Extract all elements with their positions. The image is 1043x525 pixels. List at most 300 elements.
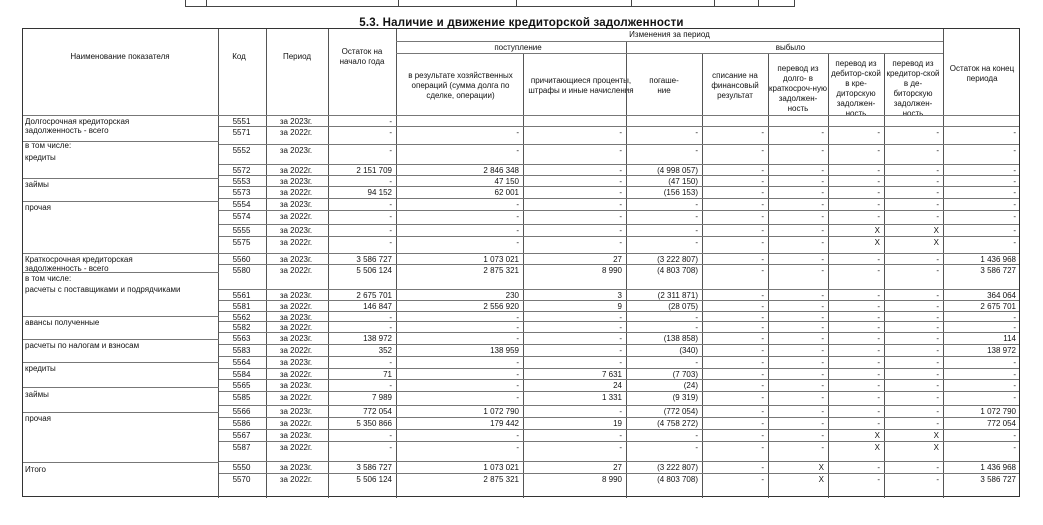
cell-code: 5587 <box>232 443 251 452</box>
cell-end: - <box>1013 166 1016 175</box>
cell-c6: X <box>874 238 880 247</box>
cell-c5: - <box>821 393 824 402</box>
cell-c7: - <box>936 166 939 175</box>
cell-c3: (7 703) <box>672 370 698 379</box>
grid-line <box>219 198 1019 199</box>
cell-c1: - <box>516 370 519 379</box>
cell-code: 5583 <box>232 346 251 355</box>
cell-c7: - <box>936 323 939 332</box>
header-c6: перевод из дебитор-ской в кре-диторскую задолжен-ность <box>831 59 881 118</box>
cell-c7: - <box>936 334 939 343</box>
cell-c7: - <box>936 419 939 428</box>
cell-c7: - <box>936 302 939 311</box>
grid-line <box>219 379 1019 380</box>
cell-c2: 27 <box>613 255 622 264</box>
name-short-term-total: Краткосрочная кредиторская задолженность - всего <box>25 255 133 273</box>
cell-c2: 24 <box>613 381 622 390</box>
cell-c3: (772 054) <box>663 407 698 416</box>
cell-start: - <box>389 443 392 452</box>
cell-period: за 2022г. <box>279 238 313 247</box>
grid-line <box>219 264 1019 265</box>
cell-code: 5553 <box>232 177 251 186</box>
grid-line <box>23 462 219 463</box>
cell-c7: - <box>936 291 939 300</box>
cell-c3: (3 222 807) <box>657 255 698 264</box>
grid-line <box>23 362 219 363</box>
name-st-loans: займы <box>25 390 49 399</box>
cell-c1: - <box>516 313 519 322</box>
grid-line <box>23 115 1019 116</box>
cell-c5: - <box>821 323 824 332</box>
cell-end: - <box>1013 358 1016 367</box>
cell-c5: - <box>821 443 824 452</box>
cell-c6: - <box>877 370 880 379</box>
cell-c4: - <box>761 370 764 379</box>
cell-period: за 2022г. <box>279 266 313 275</box>
header-c2: причитающиеся проценты, штрафы и иные начисления <box>528 76 634 95</box>
cell-end: 1 436 968 <box>980 255 1016 264</box>
cell-start: 772 054 <box>363 407 392 416</box>
cell-c6: X <box>874 443 880 452</box>
grid-line <box>219 126 1019 127</box>
name-st-other: прочая <box>25 414 52 423</box>
cell-c7: - <box>936 212 939 221</box>
cell-start: 94 152 <box>367 188 392 197</box>
cell-c2: 19 <box>613 419 622 428</box>
cell-c2: - <box>619 188 622 197</box>
cell-end: 138 972 <box>987 346 1016 355</box>
cell-code: 5566 <box>232 407 251 416</box>
cell-start: - <box>389 381 392 390</box>
cell-c7: - <box>936 200 939 209</box>
cell-c2: 27 <box>613 463 622 472</box>
cell-c6: - <box>877 200 880 209</box>
grid-line <box>523 53 524 498</box>
cell-period: за 2023г. <box>279 313 313 322</box>
cell-c6: - <box>877 177 880 186</box>
cell-end: 3 586 727 <box>980 266 1016 275</box>
grid-line <box>23 272 219 273</box>
cell-c2: - <box>619 238 622 247</box>
previous-table-edge <box>185 0 795 7</box>
cell-c4: - <box>761 443 764 452</box>
cell-c3: - <box>695 200 698 209</box>
grid-line <box>219 356 1019 357</box>
cell-c6: - <box>877 346 880 355</box>
cell-c2: 7 631 <box>601 370 622 379</box>
cell-c6: - <box>877 166 880 175</box>
cell-period: за 2023г. <box>279 291 313 300</box>
cell-end: 364 064 <box>987 291 1016 300</box>
cell-c3: (28 075) <box>668 302 698 311</box>
cell-c1: - <box>516 128 519 137</box>
cell-c3: - <box>695 323 698 332</box>
cell-period: за 2022г. <box>279 212 313 221</box>
cell-c1: - <box>516 146 519 155</box>
cell-c1: - <box>516 238 519 247</box>
cell-c1: - <box>516 200 519 209</box>
cell-c1: - <box>516 212 519 221</box>
cell-c6: - <box>877 146 880 155</box>
cell-period: за 2022г. <box>279 166 313 175</box>
cell-c4: - <box>761 302 764 311</box>
cell-end: - <box>1013 431 1016 440</box>
cell-c7: - <box>936 146 939 155</box>
header-c1: в результате хозяйственных операций (сумма долга по сделке, операции) <box>408 71 513 100</box>
cell-c5: X <box>818 475 824 484</box>
cell-period: за 2023г. <box>279 146 313 155</box>
name-lt-other: прочая <box>25 203 52 212</box>
cell-c3: (4 998 057) <box>657 166 698 175</box>
cell-c6: - <box>877 313 880 322</box>
cell-c5: X <box>818 463 824 472</box>
cell-c5: - <box>821 226 824 235</box>
name-total: Итого <box>25 465 46 474</box>
cell-start: - <box>389 146 392 155</box>
cell-c7: X <box>933 226 939 235</box>
cell-period: за 2022г. <box>279 323 313 332</box>
cell-c5: - <box>821 358 824 367</box>
cell-c5: - <box>821 146 824 155</box>
header-code: Код <box>232 52 246 61</box>
cell-c7: - <box>936 370 939 379</box>
cell-start: 146 847 <box>363 302 392 311</box>
cell-c6: - <box>877 128 880 137</box>
cell-c1: 2 556 920 <box>483 302 519 311</box>
grid-line <box>219 405 1019 406</box>
cell-period: за 2022г. <box>279 188 313 197</box>
cell-c3: - <box>695 128 698 137</box>
grid-line <box>219 164 1019 165</box>
cell-code: 5581 <box>232 302 251 311</box>
cell-end: - <box>1013 393 1016 402</box>
cell-c1: - <box>516 226 519 235</box>
cell-c3: - <box>695 443 698 452</box>
cell-c7: X <box>933 431 939 440</box>
cell-c4: - <box>761 266 764 275</box>
cell-c2: 1 331 <box>601 393 622 402</box>
header-c7: перевод из кредитор-ской в де-биторскую задолжен-ность <box>886 59 940 118</box>
cell-c1: - <box>516 334 519 343</box>
grid-line <box>219 473 1019 474</box>
cell-c7: - <box>936 177 939 186</box>
cell-start: - <box>389 177 392 186</box>
cell-start: - <box>389 358 392 367</box>
grid-line <box>219 289 1019 290</box>
cell-code: 5551 <box>232 117 251 126</box>
cell-code: 5575 <box>232 238 251 247</box>
cell-c5: - <box>821 346 824 355</box>
cell-period: за 2022г. <box>279 128 313 137</box>
cell-c3: (4 803 708) <box>657 475 698 484</box>
cell-c5: - <box>821 238 824 247</box>
cell-start: 71 <box>383 370 392 379</box>
cell-c5: - <box>821 128 824 137</box>
cell-c1: - <box>516 323 519 332</box>
cell-c6: - <box>877 302 880 311</box>
name-st-advances: авансы полученные <box>25 318 100 327</box>
grid-line <box>219 441 1019 442</box>
cell-c2: - <box>619 226 622 235</box>
cell-start: 2 675 701 <box>356 291 392 300</box>
cell-c3: (24) <box>683 381 698 390</box>
grid-line <box>219 368 1019 369</box>
cell-end: - <box>1013 323 1016 332</box>
cell-code: 5550 <box>232 463 251 472</box>
cell-code: 5554 <box>232 200 251 209</box>
cell-c1: 1 073 021 <box>483 463 519 472</box>
cell-c2: 8 990 <box>601 266 622 275</box>
cell-c7: X <box>933 238 939 247</box>
cell-period: за 2023г. <box>279 117 313 126</box>
cell-code: 5562 <box>232 313 251 322</box>
cell-start: 5 506 124 <box>356 266 392 275</box>
name-lt-credits: в том числе: кредиты <box>25 141 72 162</box>
cell-c4: - <box>761 238 764 247</box>
cell-end: - <box>1013 146 1016 155</box>
cell-c4: - <box>761 146 764 155</box>
header-start: Остаток на начало года <box>339 47 385 66</box>
grid-line <box>396 53 943 54</box>
cell-start: 3 586 727 <box>356 255 392 264</box>
grid-line <box>219 332 1019 333</box>
cell-c4: - <box>761 463 764 472</box>
cell-period: за 2022г. <box>279 370 313 379</box>
cell-c2: 8 990 <box>601 475 622 484</box>
cell-end: - <box>1013 226 1016 235</box>
cell-c4: - <box>761 128 764 137</box>
cell-c4: - <box>761 255 764 264</box>
cell-end: - <box>1013 381 1016 390</box>
header-c5: перевод из долго- в краткосроч-ную задолжен-ность <box>769 64 827 113</box>
cell-start: 5 350 866 <box>356 419 392 428</box>
cell-code: 5584 <box>232 370 251 379</box>
grid-line <box>219 344 1019 345</box>
cell-c3: - <box>695 238 698 247</box>
cell-c3: (3 222 807) <box>657 463 698 472</box>
cell-start: - <box>389 128 392 137</box>
cell-c1: 138 959 <box>490 346 519 355</box>
cell-c4: - <box>761 358 764 367</box>
cell-period: за 2022г. <box>279 443 313 452</box>
cell-c6: - <box>877 475 880 484</box>
cell-c6: - <box>877 334 880 343</box>
grid-line <box>828 53 829 498</box>
cell-start: - <box>389 226 392 235</box>
cell-c4: - <box>761 323 764 332</box>
cell-end: - <box>1013 128 1016 137</box>
cell-period: за 2022г. <box>279 393 313 402</box>
cell-c5: - <box>821 419 824 428</box>
grid-line <box>23 412 219 413</box>
cell-c2: - <box>619 358 622 367</box>
cell-c2: - <box>619 212 622 221</box>
cell-c2: - <box>619 346 622 355</box>
cell-c6: - <box>877 407 880 416</box>
cell-start: 5 506 124 <box>356 475 392 484</box>
cell-c6: - <box>877 463 880 472</box>
cell-c5: - <box>821 166 824 175</box>
cell-c4: - <box>761 419 764 428</box>
cell-c5: - <box>821 200 824 209</box>
cell-end: 114 <box>1003 334 1016 343</box>
cell-period: за 2022г. <box>279 346 313 355</box>
grid-line <box>219 417 1019 418</box>
cell-c3: - <box>695 146 698 155</box>
grid-line <box>702 53 703 498</box>
cell-code: 5586 <box>232 419 251 428</box>
cell-c4: - <box>761 291 764 300</box>
header-end: Остаток на конец периода <box>949 64 1015 83</box>
cell-c4: - <box>761 475 764 484</box>
cell-c7: - <box>936 313 939 322</box>
name-long-term-total: Долгосрочная кредиторская задолженность - всего <box>25 117 130 135</box>
cell-end: - <box>1013 238 1016 247</box>
grid-line <box>23 387 219 388</box>
cell-c7: - <box>936 188 939 197</box>
cell-end: 1 436 968 <box>980 463 1016 472</box>
cell-start: - <box>389 323 392 332</box>
cell-start: 2 151 709 <box>356 166 392 175</box>
grid-line <box>23 178 219 179</box>
cell-c5: - <box>821 370 824 379</box>
cell-end: - <box>1013 212 1016 221</box>
cell-c7: - <box>936 346 939 355</box>
cell-c7: - <box>936 255 939 264</box>
cell-c2: - <box>619 146 622 155</box>
header-income: поступление <box>494 42 542 52</box>
cell-start: - <box>389 313 392 322</box>
cell-code: 5573 <box>232 188 251 197</box>
cell-code: 5552 <box>232 146 251 155</box>
cell-c6: - <box>877 323 880 332</box>
cell-period: за 2023г. <box>279 431 313 440</box>
cell-c5: - <box>821 313 824 322</box>
grid-line <box>23 253 219 254</box>
cell-c4: - <box>761 226 764 235</box>
cell-c1: 230 <box>505 291 519 300</box>
cell-code: 5567 <box>232 431 251 440</box>
cell-c5: - <box>821 177 824 186</box>
header-name: Наименование показателя <box>70 52 170 61</box>
cell-c4: - <box>761 381 764 390</box>
cell-c2: 9 <box>617 302 622 311</box>
cell-end: - <box>1013 177 1016 186</box>
cell-c6: - <box>877 419 880 428</box>
grid-line <box>219 300 1019 301</box>
cell-start: - <box>389 212 392 221</box>
cell-c5: - <box>821 212 824 221</box>
cell-end: 2 675 701 <box>980 302 1016 311</box>
cell-c3: (47 150) <box>668 177 698 186</box>
grid-line <box>219 391 1019 392</box>
cell-period: за 2023г. <box>279 381 313 390</box>
cell-code: 5585 <box>232 393 251 402</box>
cell-c1: 2 875 321 <box>483 475 519 484</box>
cell-end: - <box>1013 200 1016 209</box>
cell-c6: - <box>877 393 880 402</box>
cell-c7: - <box>936 128 939 137</box>
cell-code: 5572 <box>232 166 251 175</box>
cell-period: за 2023г. <box>279 358 313 367</box>
cell-c5: - <box>821 302 824 311</box>
cell-start: 7 989 <box>371 393 392 402</box>
grid-line <box>23 339 219 340</box>
grid-line <box>219 429 1019 430</box>
grid-line <box>768 53 769 498</box>
cell-c1: - <box>516 443 519 452</box>
header-c3: погаше-ние <box>649 76 679 95</box>
cell-c3: (4 803 708) <box>657 266 698 275</box>
cell-c4: - <box>761 334 764 343</box>
cell-c1: - <box>516 358 519 367</box>
cell-c3: (156 153) <box>663 188 698 197</box>
cell-c4: - <box>761 212 764 221</box>
header-c4: списание на финансовый результат <box>711 71 759 100</box>
cell-c1: 47 150 <box>494 177 519 186</box>
cell-c5: - <box>821 291 824 300</box>
cell-c3: (340) <box>679 346 698 355</box>
grid-line <box>219 253 1019 254</box>
cell-c7: - <box>936 475 939 484</box>
grid-line <box>219 224 1019 225</box>
cell-c2: - <box>619 128 622 137</box>
cell-c6: X <box>874 431 880 440</box>
payables-table <box>22 28 1020 497</box>
cell-period: за 2023г. <box>279 255 313 264</box>
cell-c6: - <box>877 291 880 300</box>
cell-c5: - <box>821 334 824 343</box>
cell-c1: - <box>516 393 519 402</box>
cell-c2: - <box>619 166 622 175</box>
cell-start: - <box>389 200 392 209</box>
cell-c1: - <box>516 431 519 440</box>
header-period: Период <box>282 52 312 61</box>
cell-c6: X <box>874 226 880 235</box>
cell-c5: - <box>821 431 824 440</box>
cell-start: 138 972 <box>363 334 392 343</box>
cell-end: 772 054 <box>987 419 1016 428</box>
cell-c5: - <box>821 266 824 275</box>
cell-c7: X <box>933 443 939 452</box>
grid-line <box>219 311 1019 312</box>
cell-c7: - <box>936 381 939 390</box>
cell-c3: - <box>695 431 698 440</box>
cell-period: за 2023г. <box>279 177 313 186</box>
grid-line <box>396 41 943 42</box>
cell-c7: - <box>936 266 939 275</box>
grid-line <box>219 175 1019 176</box>
cell-c3: (2 311 871) <box>657 291 698 300</box>
cell-period: за 2022г. <box>279 419 313 428</box>
cell-period: за 2023г. <box>279 407 313 416</box>
cell-c4: - <box>761 346 764 355</box>
cell-c3: (9 319) <box>672 393 698 402</box>
cell-start: - <box>389 117 392 126</box>
cell-period: за 2022г. <box>279 302 313 311</box>
cell-code: 5560 <box>232 255 251 264</box>
cell-c4: - <box>761 313 764 322</box>
cell-c3: - <box>695 358 698 367</box>
cell-c6: - <box>877 381 880 390</box>
cell-c4: - <box>761 407 764 416</box>
cell-start: 352 <box>378 346 392 355</box>
cell-code: 5564 <box>232 358 251 367</box>
cell-c2: 3 <box>617 291 622 300</box>
cell-c6: - <box>877 188 880 197</box>
cell-start: - <box>389 238 392 247</box>
cell-c4: - <box>761 200 764 209</box>
